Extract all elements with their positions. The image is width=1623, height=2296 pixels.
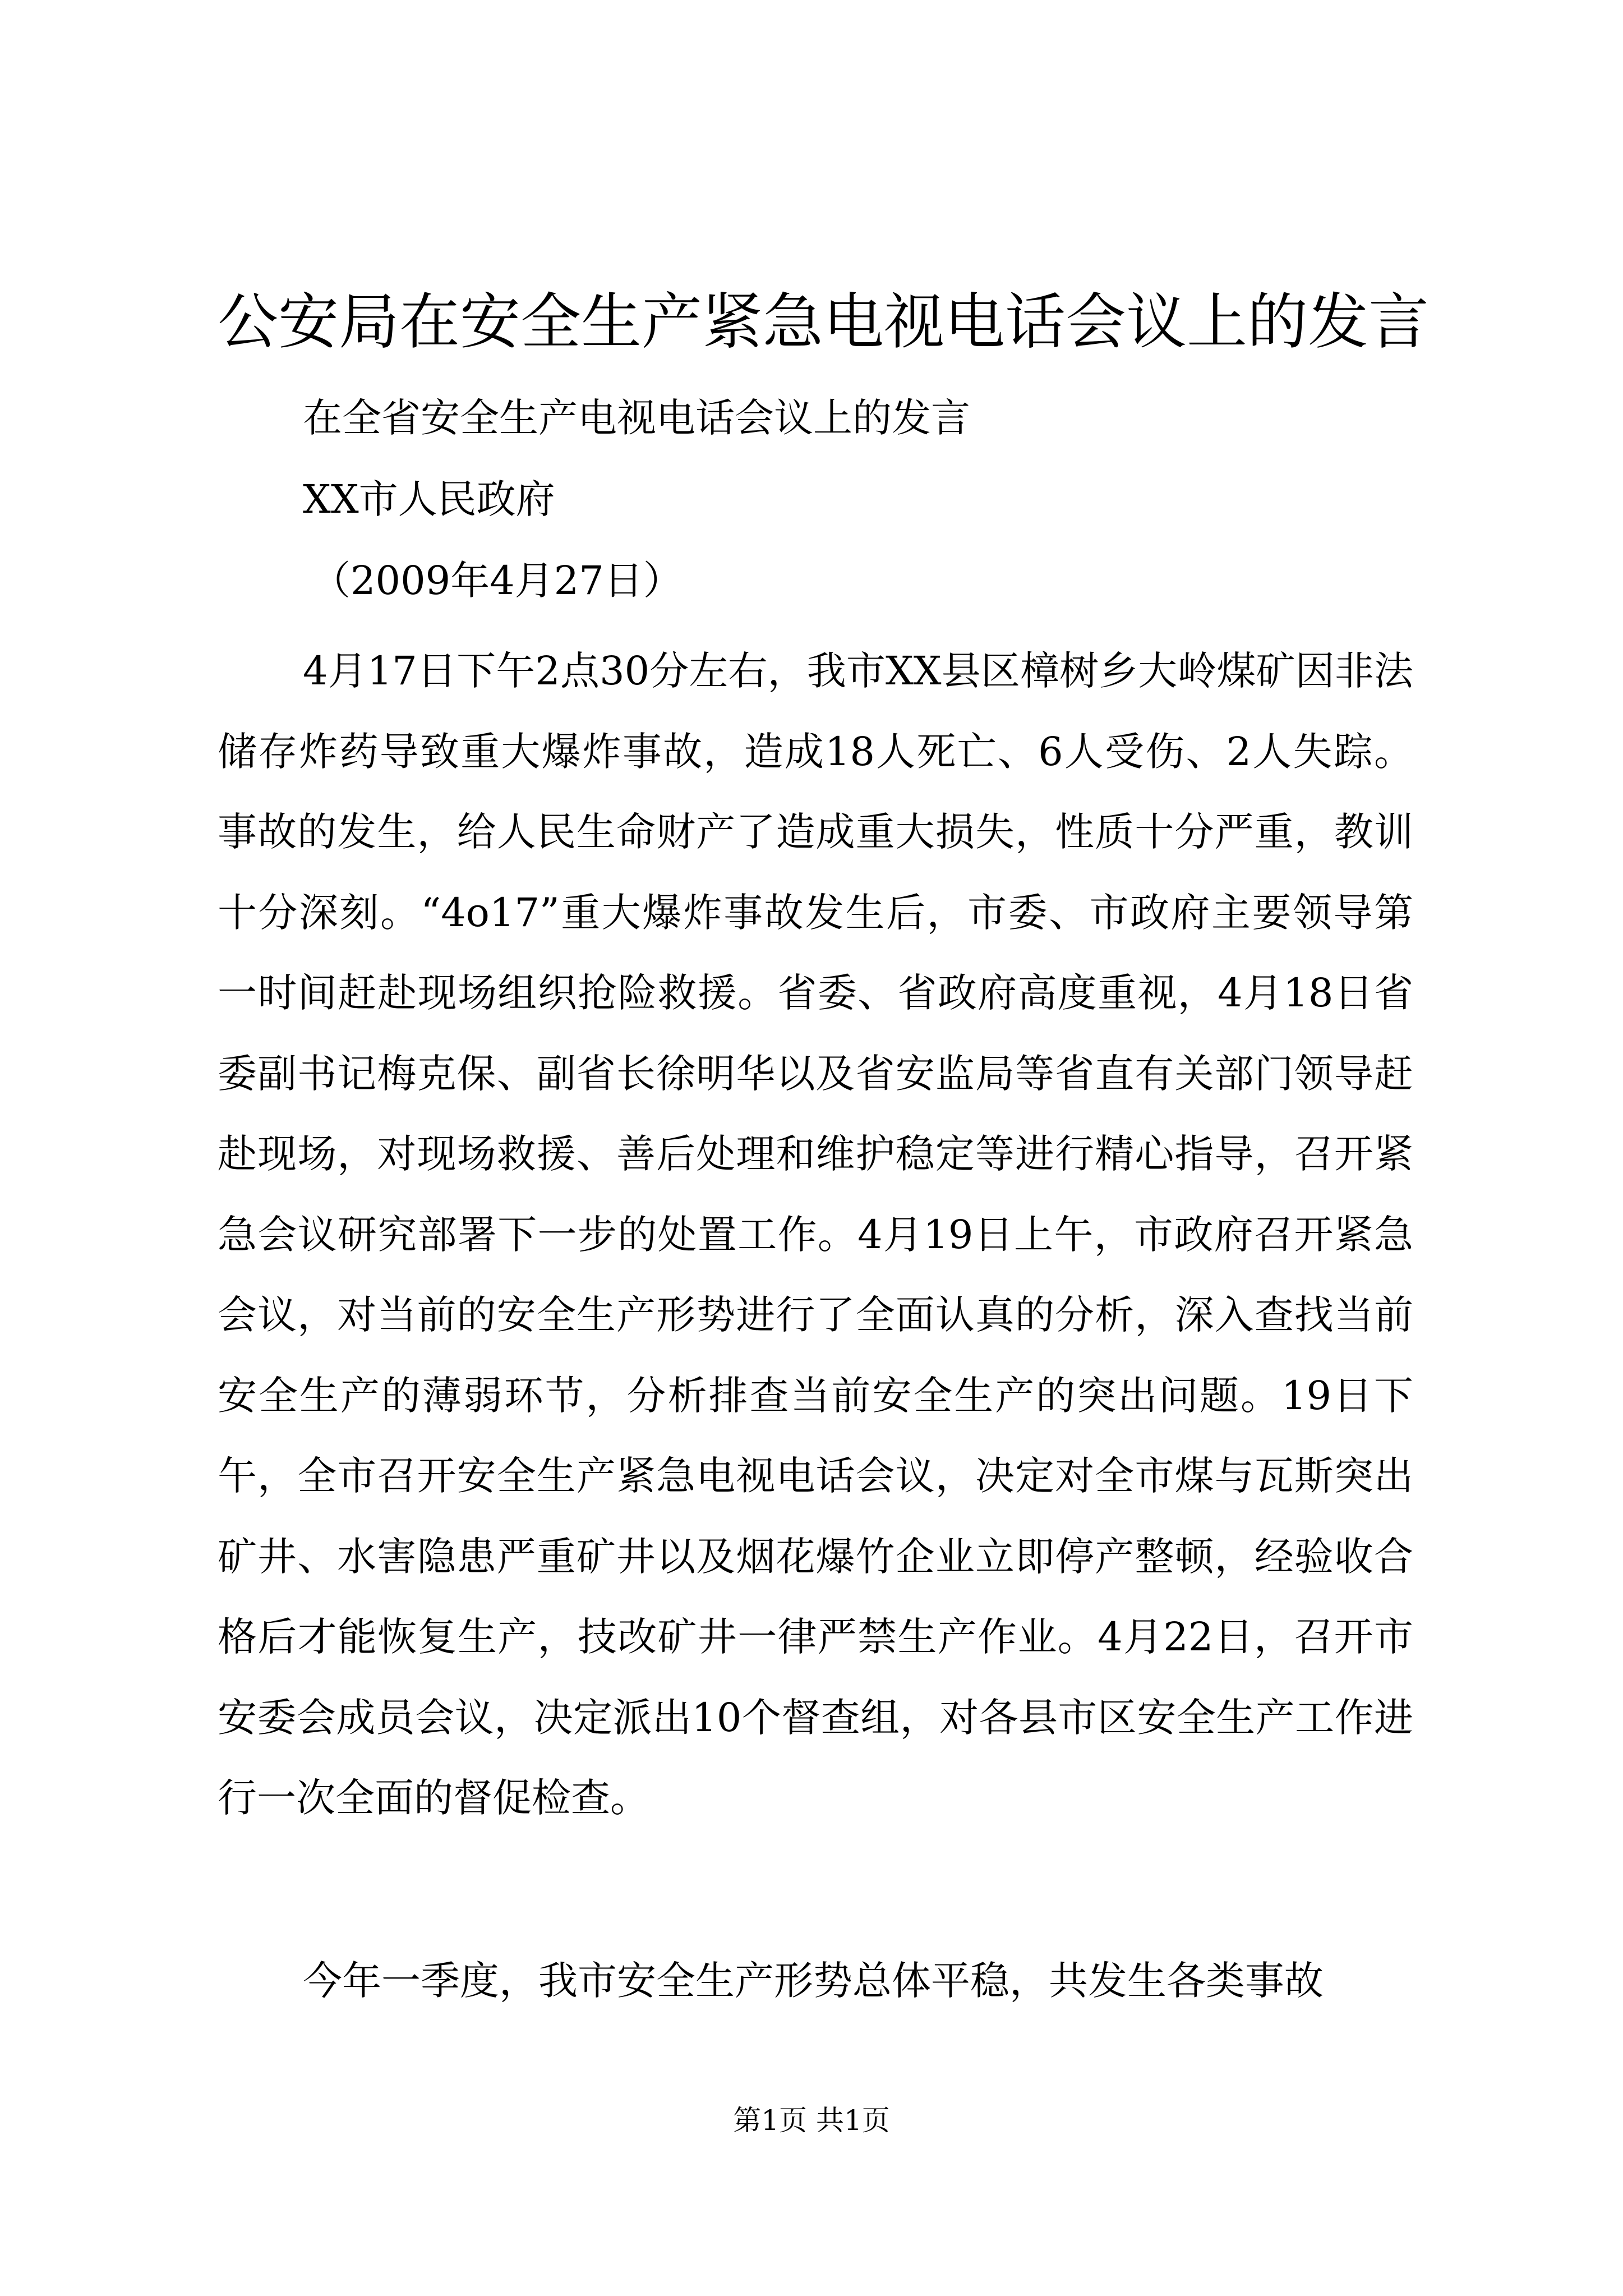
body-paragraph-1: 4月17日下午2点30分左右，我市XX县区樟树乡大岭煤矿因非法储存炸药导致重大爆炸事故，造成18人死亡、6人受伤、2人失踪。事故的发生，给人民生命财产了造成重大损失，性质十分严重，教训十分深刻。“4o17”重大爆炸事故发生后，市委、市政府主要领导第一时间赶赴现场组织抢险救援。省委、省政府高度重视，4月18日省委副书记梅克保、副省长徐明华以及省安监局等省直有关部门领导赶赴现场，对现场救援、善后处理和维护稳定等进行精心指导，召开紧急会议研究部署下一步的处置工作。4月19日上午，市政府召开紧急会议，对当前的安全生产形势进行了全面认真的分析，深入查找当前安全生产的薄弱环节，分析排查当前安全生产的突出问题。19日下午，全市召开安全生产紧急电视电话会议，决定对全市煤与瓦斯突出矿井、水害隐患严重矿井以及烟花爆竹企业立即停产整顿，经验收合格后才能恢复生产，技改矿井一律严禁生产作业。4月22日，召开市安委会成员会议，决定派出10个督查组，对各县市区安全生产工作进行一次全面的督促检查。	[218, 648, 1413, 1821]
document-title: 公安局在安全生产紧急电视电话会议上的发言	[218, 287, 1430, 357]
issuing-organization: XX市人民政府	[303, 476, 555, 522]
speech-subtitle: 在全省安全生产电视电话会议上的发言	[303, 395, 970, 441]
body-paragraph-2: 今年一季度，我市安全生产形势总体平稳，共发生各类事故	[303, 1958, 1324, 2004]
page-footer: 第1页 共1页	[733, 2104, 890, 2137]
speech-date: （2009年4月27日）	[311, 558, 683, 604]
